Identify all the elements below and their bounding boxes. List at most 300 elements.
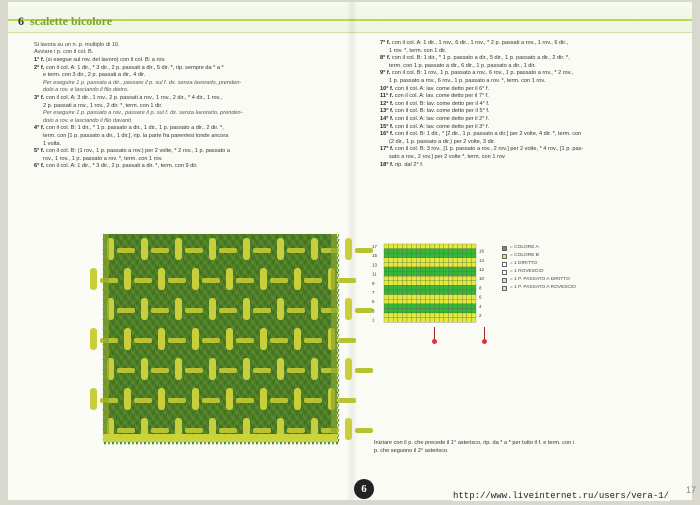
chart-cell	[430, 281, 435, 286]
chart-cell	[398, 313, 403, 318]
chart-cell	[430, 295, 435, 300]
chart-cell	[439, 304, 444, 309]
instruction-row	[380, 86, 583, 94]
chart-cell	[471, 244, 476, 249]
chart-cell	[471, 290, 476, 295]
chart-cell	[448, 304, 453, 309]
row-text: sato a rov., 2 rov.] per 2 volte *, term. con 1 rov.	[389, 153, 506, 160]
chart-cell	[471, 253, 476, 258]
chart-cell	[416, 313, 421, 318]
chart-cell	[412, 285, 417, 290]
chart-cell	[421, 253, 426, 258]
chart-cell	[407, 249, 412, 254]
chart-cell	[402, 290, 407, 295]
chart-cell	[393, 253, 398, 258]
chart-cell	[425, 285, 430, 290]
chart-row-number: 5	[372, 299, 375, 305]
chart-cell	[389, 262, 394, 267]
chart-cell	[471, 308, 476, 313]
chart-cell	[448, 267, 453, 272]
chart-cell	[430, 285, 435, 290]
chart-cell	[471, 318, 476, 323]
chart-cell	[402, 304, 407, 309]
chart-cell	[439, 258, 444, 263]
chart-cell	[444, 304, 449, 309]
chart-cell	[425, 272, 430, 277]
chart-cell	[425, 249, 430, 254]
chart-cell	[402, 272, 407, 277]
chart-cell	[402, 281, 407, 286]
chart-cell	[458, 276, 463, 281]
chart-cell	[462, 249, 467, 254]
chart-cell	[453, 258, 458, 263]
chart-cell	[384, 281, 389, 286]
chart-cell	[430, 249, 435, 254]
chart-cell	[453, 318, 458, 323]
chart-cell	[393, 276, 398, 281]
legend-swatch	[502, 286, 507, 291]
chart-cell	[458, 295, 463, 300]
chart-cell	[435, 262, 440, 267]
chart-cell	[458, 299, 463, 304]
chart-cell	[393, 308, 398, 313]
chart-cell	[393, 262, 398, 267]
row-label: 2° f.	[34, 64, 45, 71]
chart-cell	[462, 258, 467, 263]
chart-cell	[448, 290, 453, 295]
chart-cell	[444, 249, 449, 254]
start-marker-right	[484, 327, 485, 341]
chart-cell	[458, 272, 463, 277]
chart-cell	[402, 318, 407, 323]
chart-cell	[421, 281, 426, 286]
note-line: Iniziare con il p. che precede il 1° asterisco, rip. da * a * per tutto il f. e term. con i	[374, 440, 574, 446]
instruction-row	[380, 108, 583, 116]
chart-row-number: 2	[479, 313, 482, 318]
instruction-row	[34, 65, 243, 73]
chart-cell	[416, 281, 421, 286]
chart-cell	[425, 276, 430, 281]
chart-cell	[416, 249, 421, 254]
legend-item	[502, 284, 576, 292]
chart-cell	[384, 308, 389, 313]
chart-cell	[389, 313, 394, 318]
instruction-row	[380, 139, 583, 147]
intro-line: Avviare i p. con il col. B.	[34, 49, 94, 56]
intro-text	[34, 42, 334, 56]
instruction-row	[380, 63, 583, 71]
chart-cell	[398, 276, 403, 281]
row-text: Per eseguire 1 p. passato a rov., passare il p. sul f. dx. senza lavorarlo, prenden-	[43, 110, 243, 117]
chart-cell	[412, 304, 417, 309]
chart-cell	[416, 290, 421, 295]
chart-cell	[421, 272, 426, 277]
chart-cell	[412, 249, 417, 254]
chart-cell	[444, 285, 449, 290]
row-text: con il col. A: 1 dir., * 3 dir., 2 p. passati a dir., 5 dir. *, rip. sempre da * a *	[45, 64, 224, 71]
chart-cell	[439, 295, 444, 300]
chart-cell	[421, 318, 426, 323]
chart-cell	[462, 272, 467, 277]
row-text: (2 dir., 1 p. passato a dir.) per 2 volte, 3 dir.	[389, 138, 496, 145]
legend-item	[502, 244, 576, 252]
chart-cell	[444, 308, 449, 313]
legend-label: = 1 DIRITTO	[510, 261, 538, 266]
chart-cell	[389, 267, 394, 272]
page-number: 6	[354, 479, 374, 499]
chart-cell	[425, 304, 430, 309]
chart-cell	[421, 304, 426, 309]
row-label: 11° f.	[380, 93, 394, 100]
chart-cell	[435, 281, 440, 286]
chart-cell	[462, 290, 467, 295]
chart-row-number: 10	[479, 276, 485, 282]
chart-cell	[425, 313, 430, 318]
chart-cell	[467, 258, 472, 263]
row-label: 5° f.	[34, 148, 45, 155]
chart-cell	[393, 258, 398, 263]
chart-cell	[393, 313, 398, 318]
row-label: 8° f.	[380, 55, 391, 62]
chart-cell	[458, 249, 463, 254]
chart-cell	[425, 318, 430, 323]
chart-cell	[398, 295, 403, 300]
legend-label: = 1 P. PASSATO A ROVESCIO	[510, 285, 576, 290]
chart-cell	[430, 262, 435, 267]
chart-cell	[412, 318, 417, 323]
chart-cell	[453, 272, 458, 277]
instruction-row	[380, 40, 583, 48]
instruction-row	[380, 101, 583, 109]
chart-cell	[435, 258, 440, 263]
chart-cell	[458, 258, 463, 263]
chart-cell	[407, 290, 412, 295]
chart-cell	[471, 267, 476, 272]
chart-cell	[416, 308, 421, 313]
chart-cell	[444, 253, 449, 258]
chart-row-number: 16	[479, 248, 485, 254]
chart-cell	[384, 253, 389, 258]
chart-cell	[416, 304, 421, 309]
chart-cell	[458, 313, 463, 318]
chart-cell	[407, 281, 412, 286]
chart-cell	[462, 276, 467, 281]
chart-cell	[416, 267, 421, 272]
instruction-row	[34, 148, 243, 156]
chart-cell	[384, 318, 389, 323]
chart-cell	[462, 244, 467, 249]
chart-cell	[398, 290, 403, 295]
chart-cell	[393, 299, 398, 304]
chart-cell	[412, 313, 417, 318]
chart-row-number: 9	[372, 280, 375, 286]
legend-label: = COLORE B	[510, 253, 539, 258]
chart-cell	[453, 285, 458, 290]
chart-cell	[462, 299, 467, 304]
chart-cell	[421, 244, 426, 249]
legend-swatch	[502, 270, 507, 275]
chart-cell	[425, 308, 430, 313]
chart-cell	[398, 253, 403, 258]
chart-cell	[402, 258, 407, 263]
chart-cell	[471, 295, 476, 300]
legend-swatch	[502, 246, 507, 251]
chart-cell	[435, 285, 440, 290]
start-marker-left	[434, 327, 435, 341]
note-line: p. che seguono il 2° asterisco.	[374, 448, 449, 454]
legend-item	[502, 268, 576, 276]
intro-line: Si lavora su un n. p. multiplo di 10.	[34, 42, 120, 48]
chart-cell	[407, 244, 412, 249]
chart-cell	[439, 276, 444, 281]
chart-cell	[458, 253, 463, 258]
chart-cell	[407, 295, 412, 300]
chart-cell	[430, 258, 435, 263]
instruction-row	[380, 70, 583, 78]
chart-cell	[430, 253, 435, 258]
chart-cell	[421, 299, 426, 304]
chart-cell	[398, 299, 403, 304]
row-text: 1 volta.	[43, 140, 62, 147]
instruction-row	[380, 131, 583, 139]
row-text: con il col. B: (1 rov., 1 p. passato a rov.) per 2 volte, * 2 rov., 1 p. passato a	[45, 148, 230, 155]
row-label: 18° f.	[380, 161, 394, 168]
chart-cell	[425, 253, 430, 258]
chart-cell	[407, 304, 412, 309]
chart-cell	[439, 262, 444, 267]
chart-cell	[448, 313, 453, 318]
chart-cell	[416, 253, 421, 258]
chart-row-number: 4	[479, 303, 482, 309]
chart-cell	[430, 272, 435, 277]
chart-cell	[448, 262, 453, 267]
watermark-url: http://www.liveinternet.ru/users/vera-1/	[453, 491, 670, 501]
chart-cell	[448, 318, 453, 323]
chart-cell	[439, 267, 444, 272]
chart-cell	[453, 244, 458, 249]
chart-cell	[430, 299, 435, 304]
instruction-row	[380, 78, 583, 86]
chart-cell	[471, 281, 476, 286]
chart-cell	[435, 308, 440, 313]
instruction-row	[380, 154, 583, 162]
instruction-row	[34, 87, 243, 95]
chart-cell	[389, 281, 394, 286]
chart-cell	[398, 272, 403, 277]
chart-cell	[389, 272, 394, 277]
chart-cell	[453, 308, 458, 313]
chart-cell	[467, 272, 472, 277]
chart-cell	[393, 304, 398, 309]
chart-cell	[448, 276, 453, 281]
chart-cell	[398, 262, 403, 267]
chart-cell	[416, 244, 421, 249]
row-label: 16° f.	[380, 131, 394, 138]
chart-cell	[421, 258, 426, 263]
chart-cell	[398, 258, 403, 263]
row-text: con il col. B: lav. come detto per il 5° f.	[395, 108, 490, 115]
chart-cell	[458, 304, 463, 309]
chart-cell	[448, 249, 453, 254]
instruction-row	[34, 118, 243, 126]
chart-cell	[398, 318, 403, 323]
chart-cell	[402, 285, 407, 290]
legend-swatch	[502, 254, 507, 259]
row-label: 4° f.	[34, 125, 45, 132]
instruction-row	[34, 57, 243, 65]
chart-cell	[444, 262, 449, 267]
chart-cell	[412, 281, 417, 286]
chart-cell	[444, 258, 449, 263]
chart-cell	[384, 249, 389, 254]
chart-cell	[425, 267, 430, 272]
row-text: con il col. A: 1 dir., 1 rov., 6 dir., 1 rov., * 2 p. passati a rov., 1 rov., 6 dir.,	[391, 40, 569, 46]
row-text: con il col. B: 1 dir., * 1 p. passato a dir., 1 dir., 1 p. passato a dir., 2 dir. *,	[45, 125, 224, 132]
chart-cell	[416, 285, 421, 290]
chart-cell	[467, 304, 472, 309]
row-text: con il col. A: lav. come detto per il 7° f.	[394, 93, 489, 100]
chart-cell	[389, 290, 394, 295]
row-text: con il col. B: 1 rov., 1 p. passato a rov., 6 rov., 1 p. passato a rov., * 2 rov.,	[391, 70, 574, 77]
chart-cell	[462, 253, 467, 258]
chart-cell	[389, 299, 394, 304]
chart-cell	[398, 308, 403, 313]
chart-cell	[462, 262, 467, 267]
chart-cell	[467, 318, 472, 323]
chart-cell	[412, 258, 417, 263]
chart-cell	[448, 253, 453, 258]
chart-cell	[444, 318, 449, 323]
chart-cell	[462, 313, 467, 318]
chart-cell	[402, 253, 407, 258]
chart-cell	[458, 285, 463, 290]
row-text: con il col. A: 1 dir., * 3 dir., 2 p. passati a dir. *, term. con 9 dir.	[45, 163, 198, 170]
row-text: 1 rov. *, term. con 1 dir.	[389, 47, 447, 54]
instruction-row	[34, 72, 243, 80]
chart-cell	[458, 318, 463, 323]
chart-cell	[384, 285, 389, 290]
chart-cell	[448, 258, 453, 263]
chart-cell	[444, 295, 449, 300]
chart-cell	[435, 249, 440, 254]
chart-cell	[435, 276, 440, 281]
chart-cell	[425, 258, 430, 263]
chart-cell	[421, 276, 426, 281]
chart-cell	[467, 244, 472, 249]
pattern-header	[18, 14, 112, 29]
chart-cell	[467, 281, 472, 286]
chart-cell	[421, 290, 426, 295]
chart-cell	[444, 276, 449, 281]
chart-cell	[398, 244, 403, 249]
chart-cell	[407, 262, 412, 267]
chart-cell	[439, 313, 444, 318]
chart-cell	[458, 290, 463, 295]
chart-cell	[471, 258, 476, 263]
chart-cell	[416, 272, 421, 277]
chart-cell	[398, 281, 403, 286]
chart-cell	[393, 290, 398, 295]
instruction-row	[380, 146, 583, 154]
chart-cell	[398, 304, 403, 309]
row-label: 10° f.	[380, 85, 394, 92]
chart-cell	[430, 290, 435, 295]
chart-cell	[402, 244, 407, 249]
row-text: e term. con 3 dir., 2 p. passati a dir., 4 dir.	[43, 72, 146, 79]
chart-cell	[448, 308, 453, 313]
row-text: con il col. A: lav. come detto per il 3° f.	[395, 123, 490, 130]
row-label: 1° f.	[34, 57, 45, 63]
chart-cell	[402, 276, 407, 281]
chart-cell	[389, 249, 394, 254]
chart-cell	[462, 285, 467, 290]
chart-cell	[444, 290, 449, 295]
chart-cell	[462, 281, 467, 286]
chart-cell	[412, 276, 417, 281]
chart-cell	[448, 299, 453, 304]
chart-cell	[448, 285, 453, 290]
book-page	[8, 2, 697, 500]
chart-cell	[384, 304, 389, 309]
chart-cell	[407, 272, 412, 277]
chart-cell	[421, 313, 426, 318]
chart-cell	[453, 253, 458, 258]
row-label: 6° f.	[34, 163, 45, 170]
chart-cell	[453, 313, 458, 318]
instruction-row	[380, 124, 583, 132]
row-text: con il col. B: 3 rov., [1 p. passato a rov., 2 rov.] per 2 volte, * 4 rov., [1 p. pas-	[395, 146, 584, 153]
instruction-row	[34, 95, 243, 103]
legend-item	[502, 276, 576, 284]
row-label: 7° f.	[380, 40, 391, 46]
instruction-row	[34, 133, 243, 141]
chart-cell	[389, 244, 394, 249]
chart-cell	[407, 318, 412, 323]
chart-cell	[389, 318, 394, 323]
row-text: con il col. B: 1 dir., * [2 dir., 1 p. passato a dir.] per 2 volte, 4 dir. *, term. con	[395, 131, 582, 138]
chart-cell	[471, 272, 476, 277]
chart-cell	[398, 267, 403, 272]
chart-cell	[407, 313, 412, 318]
chart-cell	[453, 304, 458, 309]
instruction-row	[380, 162, 583, 170]
chart-cell	[425, 295, 430, 300]
chart-cell	[389, 295, 394, 300]
chart-cell	[412, 253, 417, 258]
chart-cell	[467, 276, 472, 281]
swatch-image	[103, 234, 337, 442]
chart-cell	[398, 249, 403, 254]
chart-cell	[416, 295, 421, 300]
chart-cell	[453, 267, 458, 272]
chart-cell	[439, 290, 444, 295]
chart-cell	[453, 249, 458, 254]
chart-cell	[462, 308, 467, 313]
chart-cell	[439, 253, 444, 258]
chart-cell	[389, 276, 394, 281]
chart-cell	[425, 290, 430, 295]
instruction-row	[380, 93, 583, 101]
chart-cell	[453, 262, 458, 267]
chart-cell	[430, 276, 435, 281]
chart-cell	[384, 299, 389, 304]
chart-cell	[430, 313, 435, 318]
knitting-chart	[370, 242, 500, 339]
legend-item	[502, 252, 576, 260]
chart-cell	[453, 295, 458, 300]
chart-cell	[393, 285, 398, 290]
chart-row-number: 8	[479, 285, 482, 291]
